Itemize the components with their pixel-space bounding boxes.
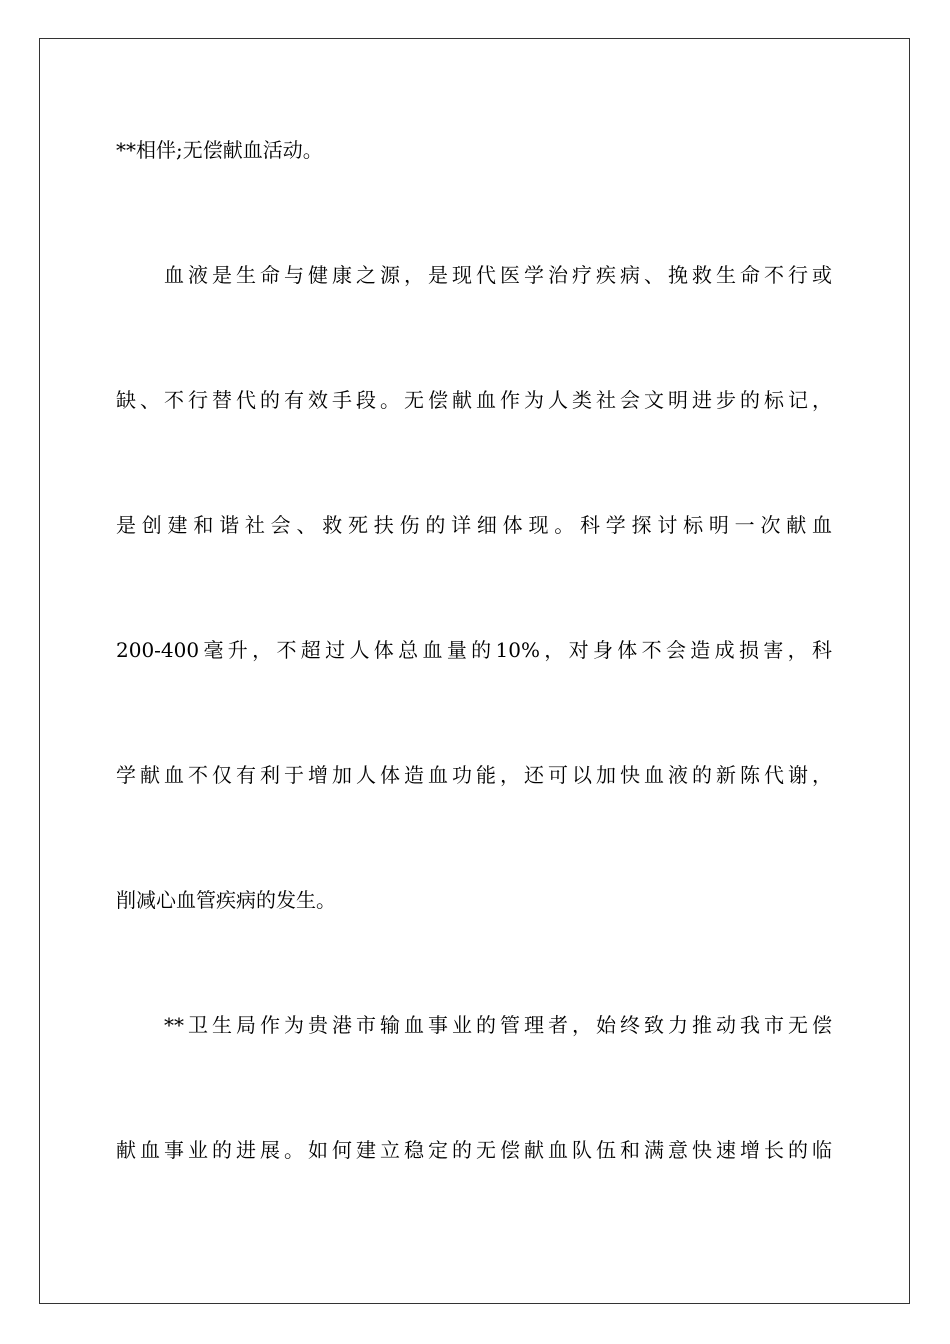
page-border [39, 38, 910, 1304]
paragraph-1-line-2: 缺、不行替代的有效手段。无偿献血作为人类社会文明进步的标记， [116, 388, 832, 412]
paragraph-2-line-2: 献血事业的进展。如何建立稳定的无偿献血队伍和满意快速增长的临 [116, 1138, 832, 1162]
paragraph-1-line-3: 是创建和谐社会、救死扶伤的详细体现。科学探讨标明一次献血 [116, 513, 832, 537]
paragraph-2-line-1: **卫生局作为贵港市输血事业的管理者，始终致力推动我市无偿 [164, 1013, 832, 1037]
paragraph-1-line-5: 学献血不仅有利于增加人体造血功能，还可以加快血液的新陈代谢， [116, 763, 832, 787]
paragraph-1-line-6: 削减心血管疾病的发生。 [116, 888, 336, 912]
text-line-1: **相伴;无偿献血活动。 [116, 138, 323, 162]
paragraph-1-line-1: 血液是生命与健康之源，是现代医学治疗疾病、挽救生命不行或 [164, 263, 832, 287]
paragraph-1-line-4: 200-400毫升，不超过人体总血量的10%，对身体不会造成损害，科 [116, 638, 832, 662]
